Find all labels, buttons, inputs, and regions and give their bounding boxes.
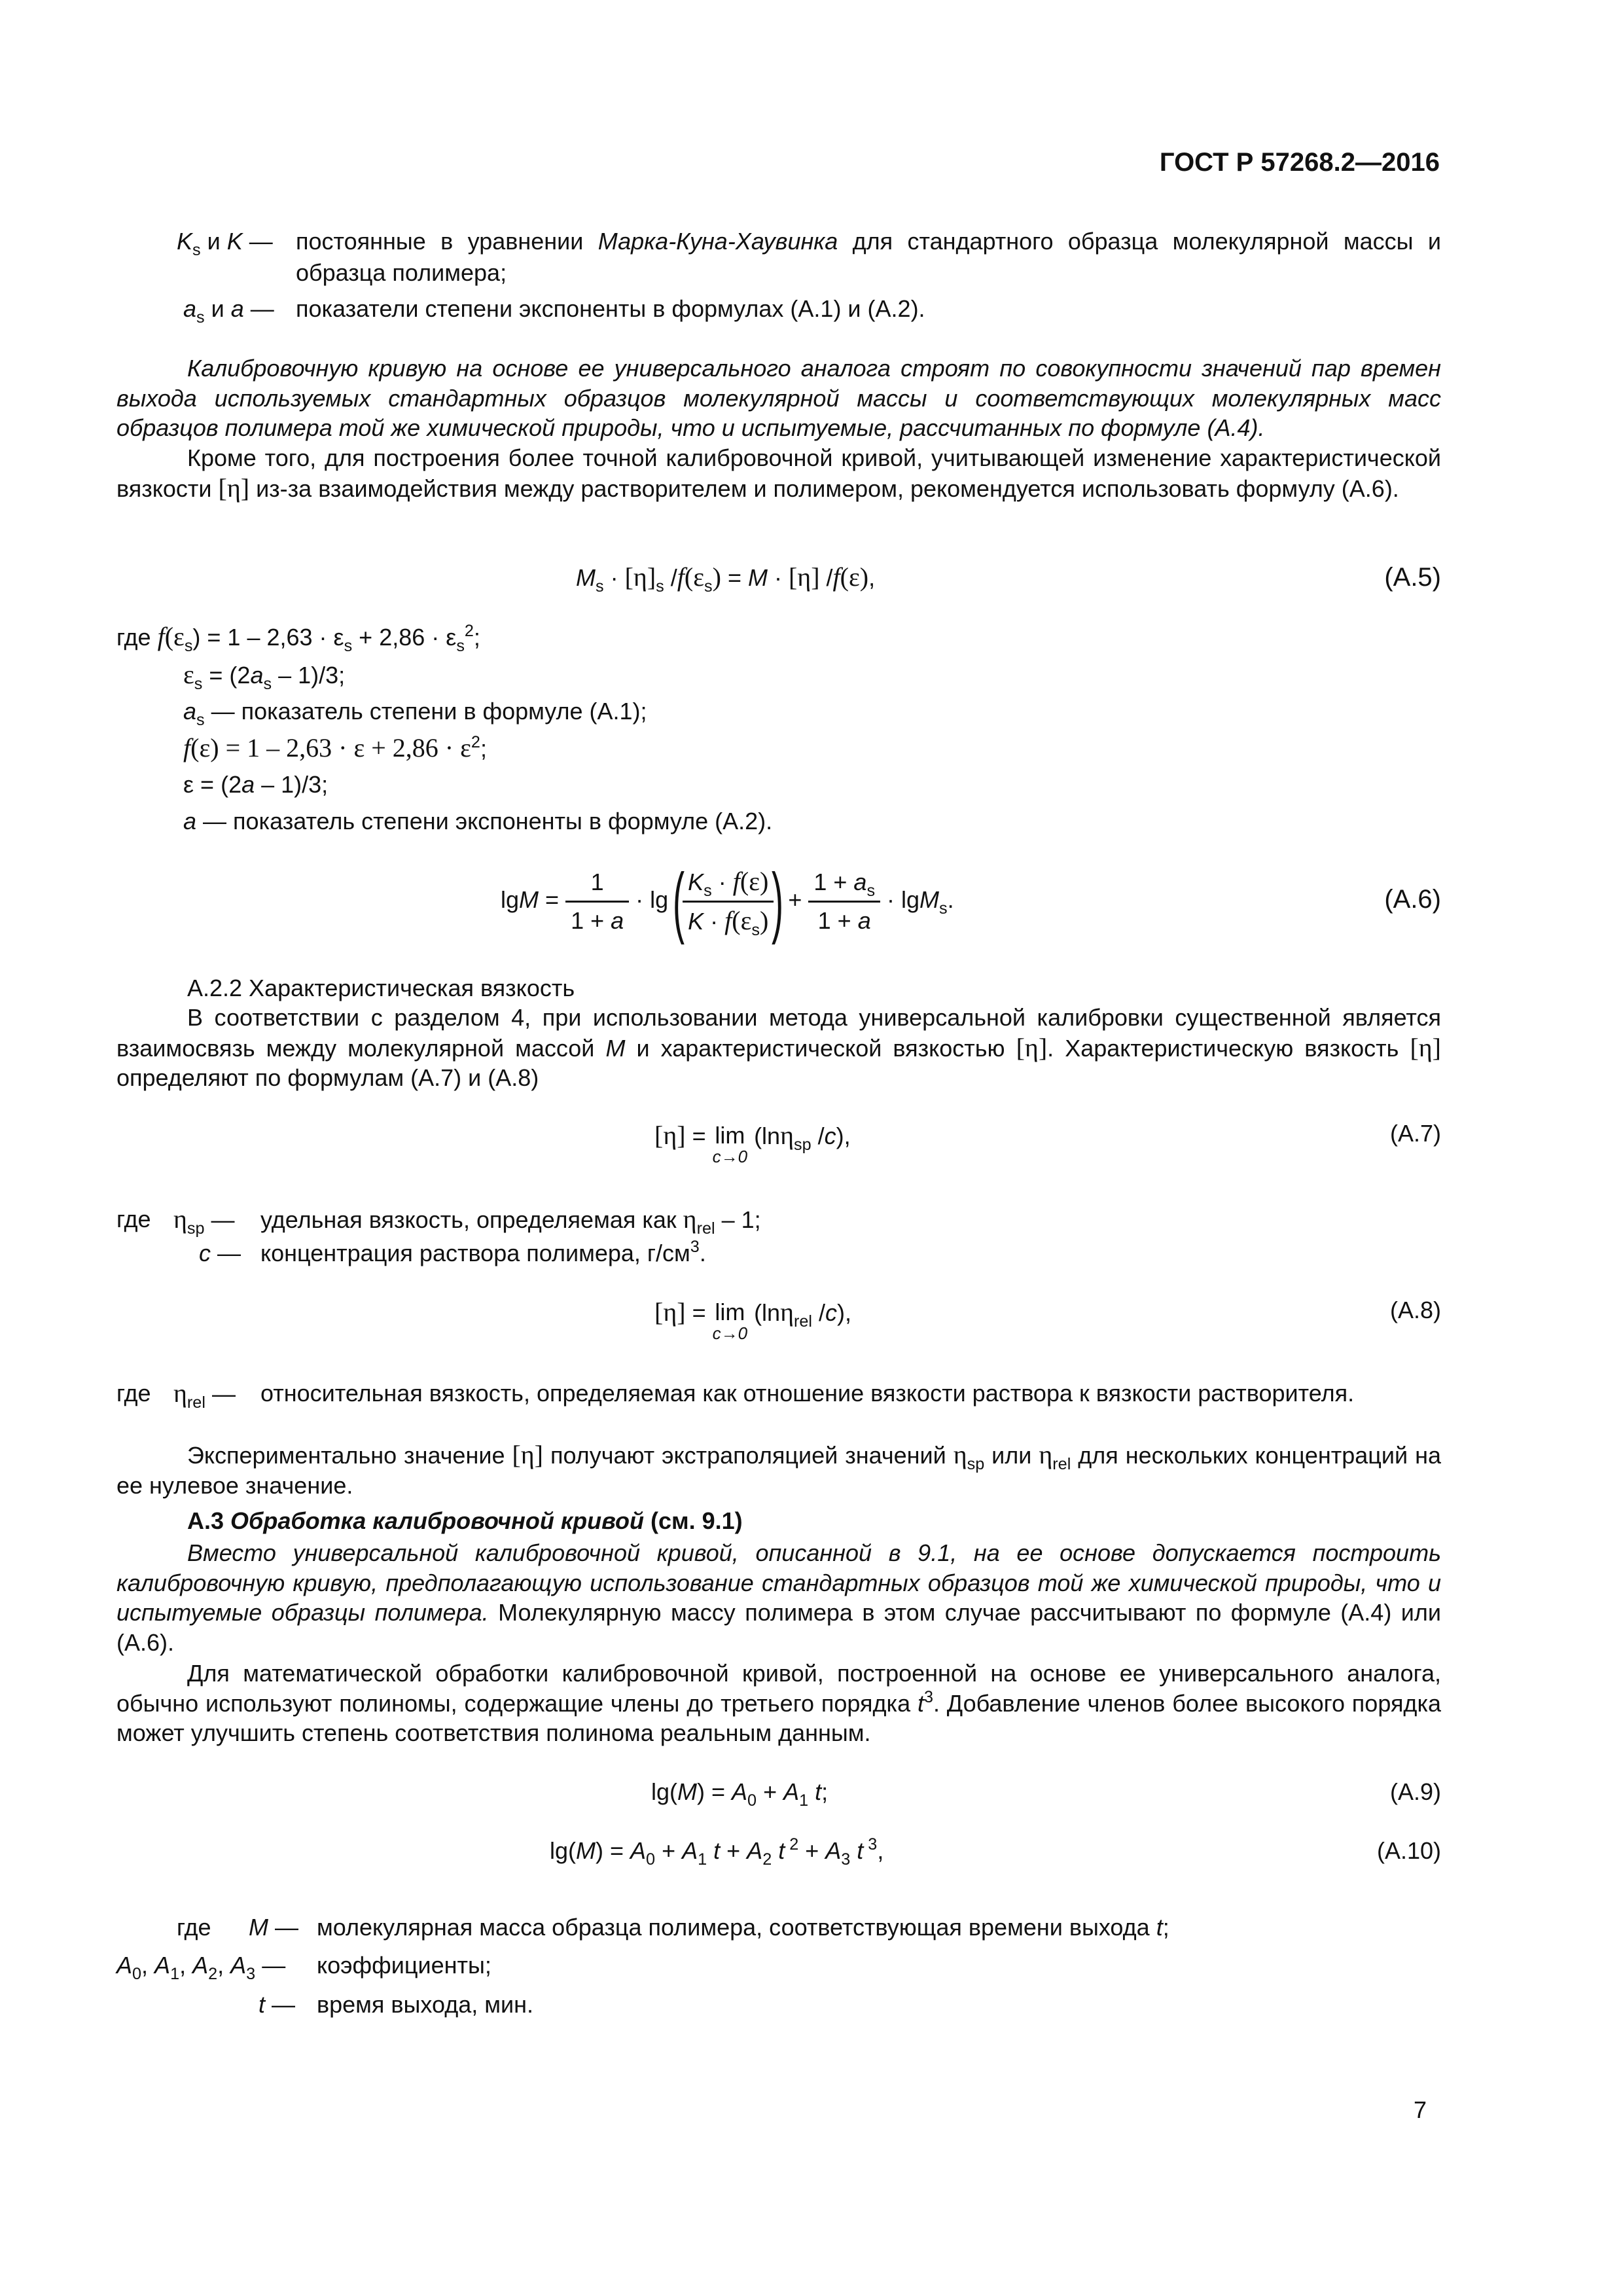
def-coefficients-text: коэффициенты; [317,1952,491,1979]
equation-a9: $\lg(M) = A_0 + A_1$ t; [651,1778,829,1810]
paragraph-calibration-curve: Калибровочную кривую на основе ее универсального аналога строят по совокупности значений пар времен выхода используемых стандартных образцов молекулярной массы и соответствующих молекулярных масс образцов полимера той же химической природы, что и испытуемые, рассчитанных по формуле (А.4). [116,355,1441,441]
def-ks-k-text-cont: образца полимера; [296,259,507,286]
equation-a6-number: (А.6) [1384,885,1441,914]
paragraph-a3-1: Вместо универсальной калибровочной кривой, описанной в 9.1, на ее основе допускается построить калибровочную кривую, предполагающую использование стандартных образцов той же химической природы, что и испытуемые образцы полимера. Молекулярную массу полимера в этом случае рассчитывают по формуле (А.4) или (А.6). [116,1539,1441,1656]
equation-a5: $M_s \cdot [\eta]_s$ $/f(\varepsilon_s) = M \cdot [\eta]$ /f(ε), [576,562,876,596]
paragraph-experimental: Экспериментально значение [η] получают экстраполяцией значений $\eta_{sp}$ или $\eta_{rel}$ для нескольких концентраций на ее нулевое значение. [116,1440,1441,1499]
def-t-term: t — [259,1991,296,2018]
fraction-ks-fe-over-k-fes: $\frac{K_s \cdot f(\varepsilon)}{K \cdot f(\varepsilon_s)}$ [683,867,774,936]
def-eta-rel-text: относительная вязкость, определяемая как отношение вязкости раствора к вязкости растворителя. [260,1380,1355,1407]
fraction-1-plus-as-over-1-plus-a: $\frac{1 + a_s}{1 + a}$ [808,868,880,935]
def-eta-rel-where: где [116,1380,151,1407]
fraction-1-over-1-plus-a: $\frac{1}{1 + a}$ [565,868,629,935]
def-c-text: концентрация раствора полимера, $г/см^3$. [260,1238,706,1266]
def-ks-k: $K_s$ и K — [177,228,273,259]
def-eta-sp-term: $\eta_{sp}$ — [173,1204,235,1238]
def-as-a: $a_s$ и a — [183,295,274,327]
equation-a8: [η] = lim c→0 (lnη$_{rel}$ /c), [654,1297,852,1343]
def-eps-s: $\varepsilon_s = (2a_s - 1)/3$; [183,660,346,693]
def-a: a — показатель степени экспоненты в формуле (А.2). [183,808,773,834]
def-eps: ε = (2a – 1)/3; [183,771,329,798]
def-f-eps: $f(\varepsilon) = 1 - 2,63 \cdot \varepsilon + 2,86 \cdot \varepsilon^2$; [183,733,487,762]
section-a22-heading: А.2.2 Характеристическая вязкость [187,975,575,1001]
page-number: 7 [1413,2096,1427,2123]
paragraph-a22: В соответствии с разделом 4, при использовании метода универсальной калибровки существенной является взаимосвязь между молекулярной массой M и характеристической вязкостью [η]. Характеристическую вязкость [η] определяют по формулам (А.7) и (А.8) [116,1004,1441,1091]
equation-a7: [η] = lim c→0 (lnη$_{sp}$ /c), [654,1121,851,1166]
equation-a9-number: (А.9) [1389,1778,1441,1805]
def-m-where: где [177,1914,211,1941]
equation-a5-number: (А.5) [1384,563,1441,592]
def-f-eps-s: где $f(\varepsilon_s) = 1 - 2,63 \cdot \varepsilon_s + 2,86 \cdot \varepsilon_s^2$; [116,622,480,655]
doc-header-id: ГОСТ Р 57268.2—2016 [1159,148,1440,177]
paragraph-intrinsic-viscosity: Кроме того, для построения более точной калибровочной кривой, учитывающей изменение характеристической вязкости [η] из-за взаимодействия между растворителем и полимером, рекомендуется использовать формулу (А.6). [116,444,1441,503]
equation-a10: $\lg(M) = A_0 + A_1$ $t + A_2$ t $^2 + A_3$ t $^3$, [550,1835,884,1869]
def-t-text: время выхода, мин. [317,1991,534,2018]
def-eta-sp: где [116,1206,151,1232]
paragraph-a3-2: Для математической обработки калибровочной кривой, построенной на основе ее универсального аналога, обычно используют полиномы, содержащие члены до третьего порядка $t^3$. Добавление членов более высокого порядка может улучшить степень соответствия полинома реальным данным. [116,1660,1442,1746]
equation-a10-number: (А.10) [1376,1837,1441,1864]
def-ks-k-text: постоянные в уравнении Марка-Куна-Хаувинка для стандартного образца молекулярной массы и [296,228,1442,255]
def-c-term: c — [199,1240,241,1266]
def-m-term: M — [249,1914,299,1941]
def-eta-sp-text: удельная вязкость, определяемая как $\eta_{rel} - 1$; [260,1204,761,1238]
equation-a6: lgM = $\frac{1}{1 + a}$ · lg ( $\frac{K_s \cdot f(\varepsilon)}{K \cdot f(\varepsilon_s)}$ ) + $\frac{1 + a_s}{1 + a}$ · lgM$_s$. [501,857,954,946]
equation-a8-number: (А.8) [1389,1297,1441,1323]
def-as: $a_s$ — показатель степени в формуле (А.1); [183,698,647,729]
equation-a7-number: (А.7) [1389,1120,1441,1147]
def-as-a-text: показатели степени экспоненты в формулах (А.1) и (А.2). [296,295,925,322]
def-eta-rel-term: $\eta_{rel}$ — [173,1378,236,1412]
def-coefficients-term: $A_0$, $A_1$, $A_2$, $A_3$ — [116,1952,286,1983]
def-m-text: молекулярная масса образца полимера, соответствующая времени выхода t; [317,1914,1169,1941]
section-a3-heading: А.3 Обработка калибровочной кривой (см. 9.1) [187,1507,743,1534]
